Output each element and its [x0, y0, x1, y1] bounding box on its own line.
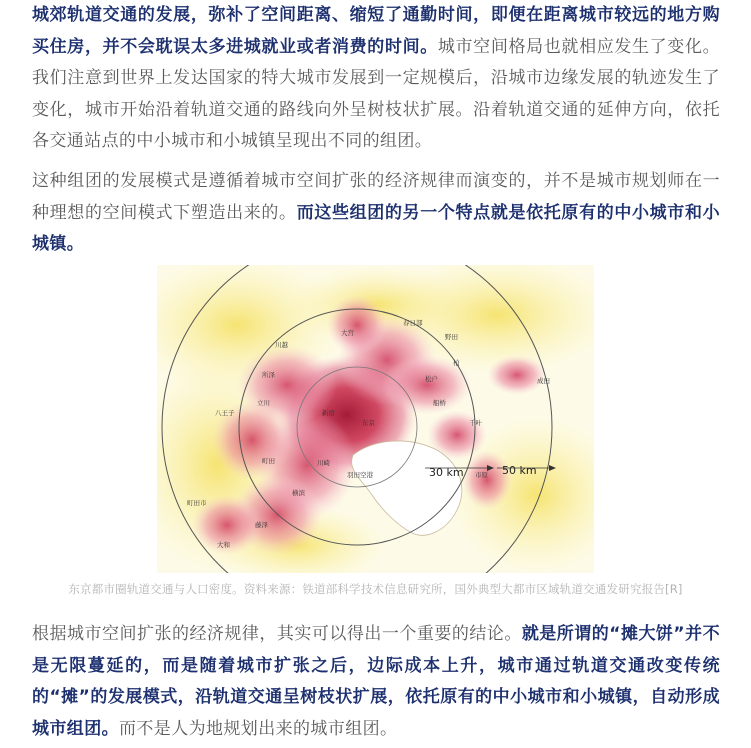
- place-kasukabe: 春日部: [403, 319, 423, 327]
- place-ichihara: 市原: [475, 471, 488, 479]
- paragraph-1-text: 城市空间格局也就相应发生了变化。我们注意到世界上发达国家的特大城市发展到一定规模后，沿城市边缘发展的轨迹发生了变化，城市开始沿着轨道交通的路线向外呈树枝状扩展。沿着轨道交通的延伸方向，依托各交通站点的中小城市和小城镇呈现出不同的组团。: [32, 36, 720, 151]
- image-caption: 东京都市圈轨道交通与人口密度。资料来源：铁道部科学技术信息研究所，国外典型大都市区域轨道交通发研究报告[R]: [68, 582, 683, 596]
- paragraph-2-text: 这种组团的发展模式是遵循着城市空间扩张的经济规律而演变的，并不是城市规划师在一种理想的空间模式下塑造出来的。: [32, 171, 720, 223]
- place-narita: 成田: [537, 377, 550, 385]
- place-machida: 町田: [262, 457, 275, 465]
- place-funabashi: 船桥: [433, 399, 446, 407]
- place-tokorozawa: 所泽: [262, 371, 275, 379]
- place-haneda: 羽田空港: [347, 471, 373, 479]
- place-machida-city: 町田市: [187, 499, 207, 507]
- paragraph-1-bold: 城郊轨道交通的发展，弥补了空间距离、缩短了通勤时间，即便在距离城市较远的地方购买住房，并不会耽误太多进城就业或者消费的时间。: [32, 5, 720, 57]
- place-hachioji: 八王子: [215, 409, 235, 417]
- place-kawagoe: 川越: [275, 341, 288, 349]
- place-kashiwa: 柏: [453, 359, 460, 367]
- place-tachikawa: 立川: [257, 399, 270, 407]
- paragraph-4-bold: 就是所谓的“摊大饼”并不是无限蔓延的，而是随着城市扩张之后，边际成本上升，城市通过轨道交通改变传统的“摊”的发展模式，沿轨道交通呈树枝状扩展，依托原有的中小城市和小城镇，自动形成城市组团。: [32, 624, 720, 739]
- place-yamato: 大和: [217, 541, 230, 549]
- place-matsudo: 松户: [425, 375, 438, 383]
- place-yokohama: 横滨: [292, 489, 305, 497]
- place-shinjuku: 新宿: [322, 409, 335, 417]
- place-omiya: 大宫: [341, 329, 354, 337]
- tokyo-density-map: [157, 265, 594, 573]
- paragraph-2: [32, 166, 720, 261]
- paragraph-2-bold: 而这些组团的另一个特点就是依托原有的中小城市和小城镇。: [32, 202, 721, 254]
- place-noda: 野田: [445, 333, 458, 341]
- paragraph-1: [32, 0, 720, 158]
- place-tokyo: 东京: [362, 419, 375, 427]
- place-kawasaki: 川崎: [317, 459, 330, 467]
- ring-label-30km: 30 km: [429, 466, 464, 479]
- paragraph-4: [32, 619, 720, 745]
- ring-label-50km: 50 km: [502, 464, 537, 477]
- place-fujisawa: 藤泽: [255, 521, 268, 529]
- paragraph-4-text-2: 而不是人为地规划出来的城市组团。: [119, 718, 398, 739]
- map-svg: [157, 265, 594, 573]
- paragraph-4-text-1: 根据城市空间扩张的经济规律，其实可以得出一个重要的结论。: [32, 624, 522, 644]
- place-chiba: 千叶: [469, 419, 482, 427]
